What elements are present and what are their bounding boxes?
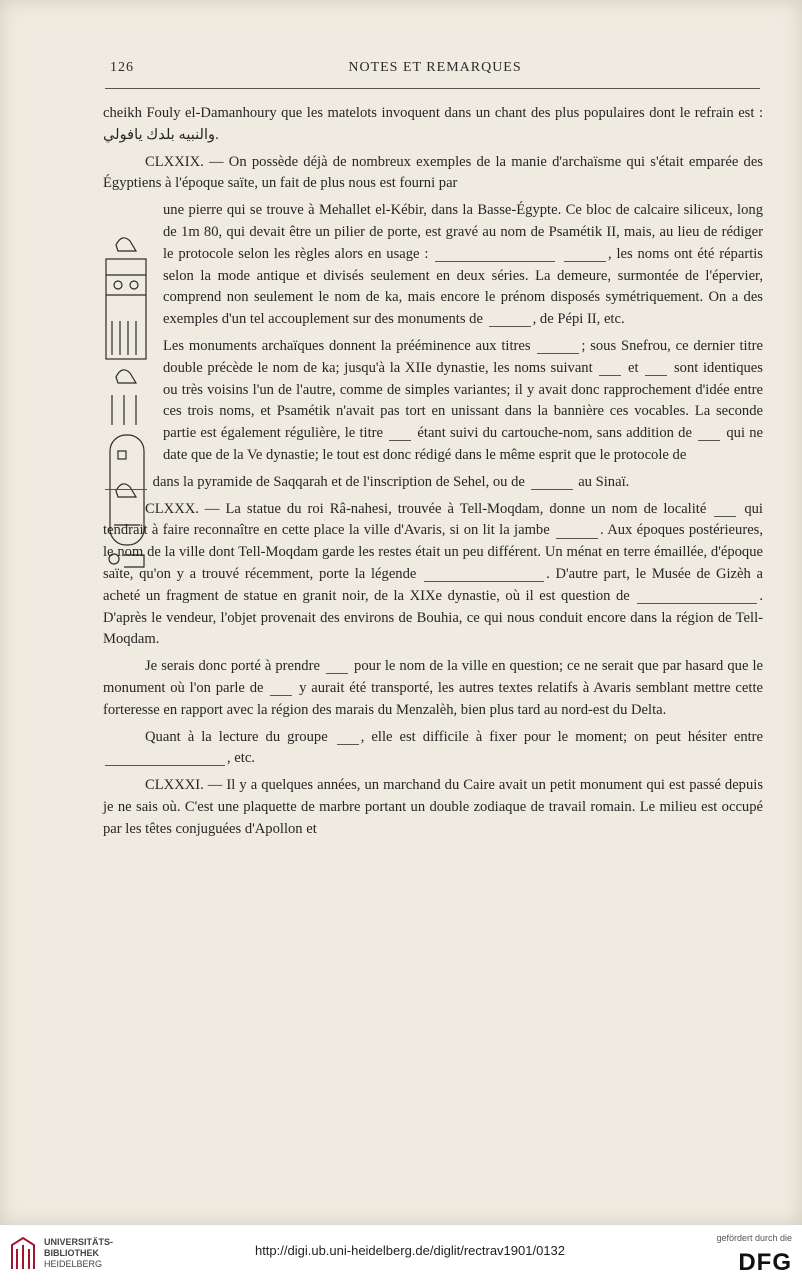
hieroglyph-name-icon — [645, 361, 667, 376]
hieroglyph-legend-icon — [424, 567, 544, 582]
paragraph — [103, 727, 763, 771]
paragraph-text: au Sinaï. — [578, 473, 630, 490]
paragraph-text: CLXXX. — La statue du roi Râ-nahesi, trouvée à Tell-Moqdam, donne un nom de localité — [145, 500, 707, 517]
hieroglyph-group-icon — [531, 475, 573, 490]
paragraph-text: Je serais donc porté à prendre — [145, 658, 320, 675]
paragraph-text: , de Pépi II, etc. — [532, 311, 625, 328]
paragraph-text: cheikh Fouly el-Damanhoury que les matelots invoquent dans un chant des plus populaires dont le refrain est : والنبيه بلدك يافولي. — [103, 105, 763, 143]
paragraph — [103, 656, 763, 721]
body-text — [103, 103, 763, 846]
hieroglyph-sun-falcon-icon — [698, 426, 720, 441]
hieroglyph-inscription-icon — [637, 589, 757, 604]
hieroglyph-cartouche-icon — [564, 247, 606, 262]
paragraph-text: Quant à la lecture du groupe — [145, 728, 328, 745]
paragraph — [103, 103, 763, 147]
hieroglyph-readings-icon — [105, 751, 225, 766]
paragraph-clxxx — [103, 499, 763, 652]
paragraph-text: étant suivi du cartouche-nom, sans addition de — [417, 425, 692, 442]
paragraph-text: une pierre qui se trouve à Mehallet el-Kébir, dans la Basse-Égypte. Ce bloc de calcaire siliceux, long de 1m 80, qui devait être un pilier de porte, est gravé au nom de Psamétik II, mais, au lieu de rédiger le protocole selon les règles alors en usage : — [163, 202, 763, 262]
hieroglyph-group-icon — [489, 312, 531, 327]
library-logo-icon[interactable] — [8, 1235, 38, 1273]
paragraph-clxxix — [103, 152, 763, 196]
library-name[interactable] — [44, 1237, 154, 1270]
funded-by-label: gefördert durch die — [716, 1233, 792, 1243]
library-name-line: HEIDELBERG — [44, 1259, 103, 1269]
hieroglyph-name-icon — [599, 361, 621, 376]
paragraph-text: , etc. — [227, 750, 255, 767]
page-number: 126 — [110, 60, 134, 75]
hieroglyph-protocol-icon — [105, 475, 147, 490]
hieroglyph-group-icon — [337, 730, 359, 745]
paragraph-text: sont identiques ou très voisins l'un de l'autre, comme de simples variantes; il y avait donc rapprochement d'idée entre ces trois noms, et Psamétik n'avait pas tort en unissant dans la bannière ces vocables. La seconde partie est également régulière, le titre — [163, 359, 763, 442]
paragraph-text: , elle est difficile à fixer pour le moment; on peut hésiter entre — [360, 728, 764, 745]
paragraph-text: , les noms ont été répartis selon la mode antique et divisés seulement en deux séries. La demeure, surmontée de l'épervier, comprend non seulement le nom de ka, mais encore le prénom disposés symétriquement. On a des exemples d'un tel accouplement sur des monuments de — [163, 245, 763, 328]
hieroglyph-city-icon — [326, 659, 348, 674]
permalink-url[interactable]: http://digi.ub.uni-heidelberg.de/diglit/rectrav1901/0132 — [254, 1243, 566, 1258]
paragraph-text: . D'après le vendeur, l'objet provenait des environs de Bouhia, ce qui nous conduit encore dans la région de Tell-Moqdam. — [103, 587, 763, 648]
paragraph-text: dans la pyramide de Saqqarah et de l'inscription de Sehel, ou de — [152, 473, 525, 490]
paragraph-clxxxi — [103, 775, 763, 840]
header-rule — [105, 88, 760, 89]
paragraph — [103, 472, 763, 494]
library-name-line: UNIVERSITÄTS- — [44, 1237, 114, 1247]
paragraph-text: pour le nom de la ville en question; ce ne serait que par hasard que le monument où l'on parle de — [103, 658, 764, 696]
paragraph — [163, 336, 763, 467]
viewer-footer — [0, 1225, 802, 1285]
wrapped-block — [163, 200, 763, 467]
hieroglyph-protocol-icon — [435, 247, 555, 262]
hieroglyph-title-icon — [389, 426, 411, 441]
hieroglyph-locality-icon — [714, 502, 736, 517]
dfg-logo[interactable]: DFG — [738, 1249, 792, 1276]
hieroglyph-titles-icon — [537, 339, 579, 354]
running-head — [110, 60, 760, 82]
paragraph-text: CLXXIX. — On possède déjà de nombreux exemples de la manie d'archaïsme qui s'était emparée des Égyptiens à l'époque saïte, un fait de plus nous est fourni par — [103, 153, 763, 192]
hieroglyph-locality-icon — [270, 681, 292, 696]
paragraph — [163, 200, 763, 331]
paragraph-text: qui ne date que de la Ve dynastie; le tout est donc rédigé dans le même esprit que le protocole de — [163, 425, 763, 463]
paragraph-text: ; sous Snefrou, ce dernier titre double précède le nom de ka; jusqu'à la XIIe dynastie, les noms suivant — [163, 337, 763, 376]
hieroglyph-leg-icon — [556, 524, 598, 539]
paragraph-text: CLXXXI. — Il y a quelques années, un marchand du Caire avait un petit monument qui est passé depuis je ne sais où. C'est une plaquette de marbre portant un double zodiaque de travail romain. Le milieu est occupé par les têtes conjuguées d'Apollon et — [103, 777, 763, 837]
paragraph-text: Les monuments archaïques donnent la prééminence aux titres — [163, 337, 531, 354]
running-title: NOTES ET REMARQUES — [348, 60, 522, 75]
paragraph-text: . D'autre part, le Musée de Gizèh a acheté un fragment de statue en granit noir, de la XIXe dynastie, où il est question de — [103, 565, 763, 604]
paragraph-text: . Aux époques postérieures, le nom de la ville dont Tell-Moqdam garde les restes était un peu différent. Un ménat en terre émaillée, d'époque saïte, qu'on y a trouvé récemment, porte la légende — [103, 522, 763, 582]
paragraph-text: et — [628, 359, 639, 376]
paragraph-text: y aurait été transporté, les autres textes relatifs à Avaris semblant mettre cette forteresse en rapport avec la région des marais du Menzalèh, bien plus tard au nord-est du Delta. — [103, 679, 763, 718]
library-name-line: BIBLIOTHEK — [44, 1248, 99, 1258]
paragraph-text: qui tendrait à faire reconnaître en cette place la ville d'Avaris, si on lit la jambe — [103, 500, 763, 539]
